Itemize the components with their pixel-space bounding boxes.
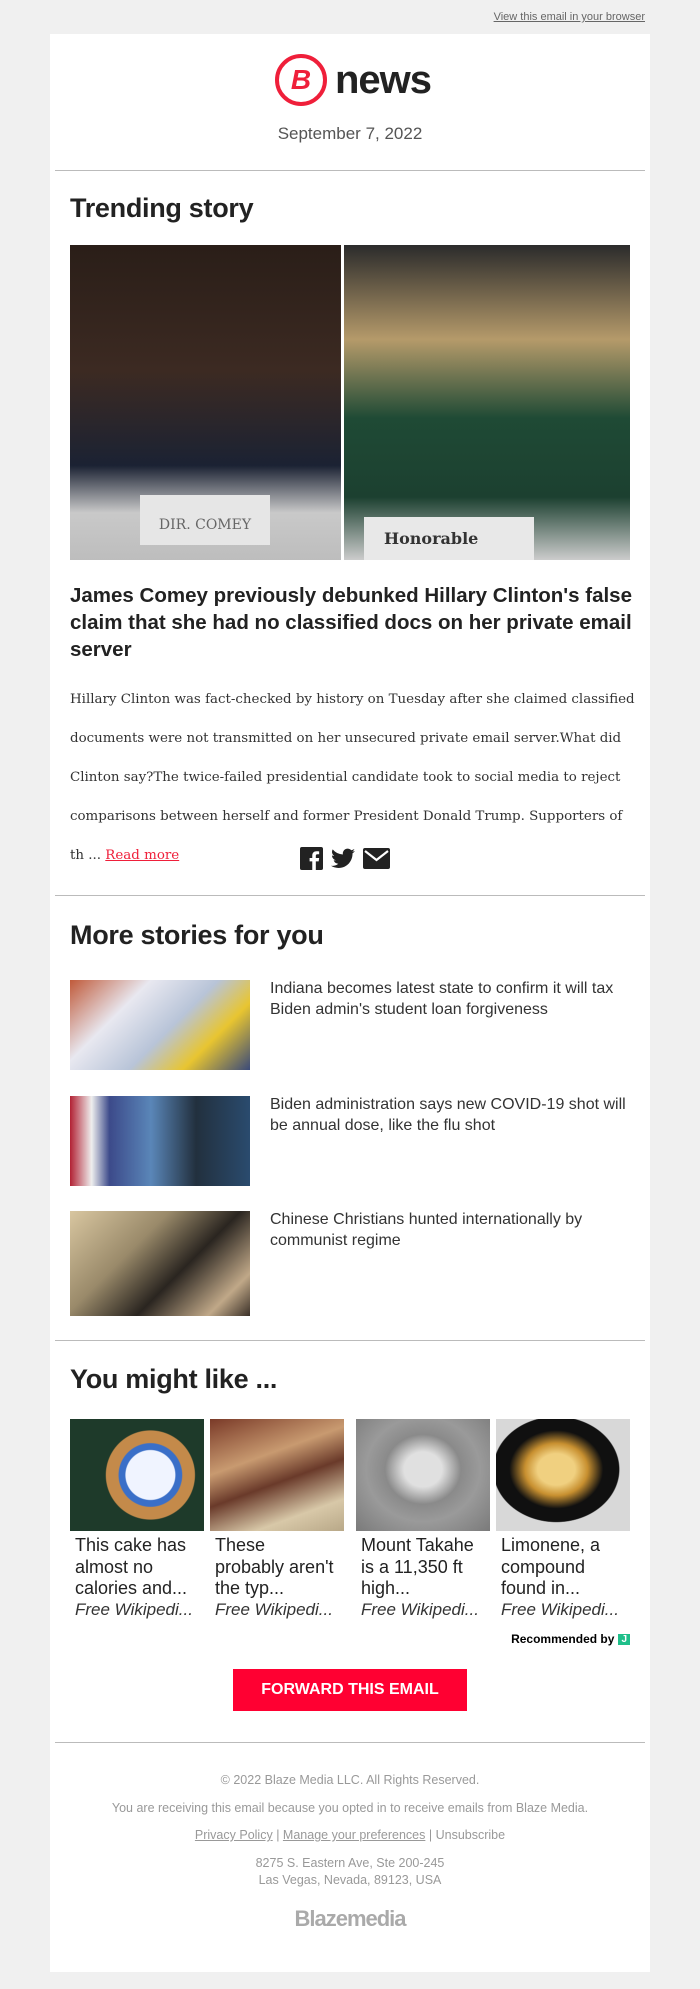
copyright: © 2022 Blaze Media LLC. All Rights Reserved. bbox=[220, 1773, 480, 1787]
read-more-link[interactable]: Read more bbox=[105, 848, 180, 863]
logo-word: news bbox=[335, 57, 432, 102]
blaze-media-logo[interactable]: Blazemedia bbox=[294, 1906, 406, 1931]
trending-photo-clinton[interactable] bbox=[344, 245, 630, 560]
issue-date: September 7, 2022 bbox=[277, 124, 423, 143]
twitter-icon[interactable] bbox=[331, 848, 355, 869]
separator: | bbox=[276, 1828, 280, 1842]
footer-links bbox=[0, 1828, 700, 1842]
recommendation-source: Free Wikipedi... bbox=[501, 1599, 619, 1619]
recommendation-card[interactable] bbox=[496, 1419, 630, 1620]
story-title[interactable]: Biden administration says new COVID-19 shot will be annual dose, like the flu shot bbox=[270, 1096, 626, 1134]
divider bbox=[55, 1742, 645, 1743]
recommendation-title: This cake has almost no calories and... bbox=[75, 1535, 188, 1598]
separator: | bbox=[428, 1828, 433, 1842]
unsubscribe-link[interactable]: Unsubscribe bbox=[435, 1828, 506, 1842]
recommendation-source: Free Wikipedi... bbox=[215, 1599, 333, 1619]
section-title-you-might-like: You might like ... bbox=[70, 1364, 278, 1394]
trending-summary bbox=[70, 680, 635, 875]
opt-in-notice: You are receiving this email because you opted in to receive emails from Blaze Media. bbox=[111, 1801, 589, 1815]
address-line-2: Las Vegas, Nevada, 89123, USA bbox=[258, 1873, 442, 1887]
recommendation-title: Mount Takahe is a 11,350 ft high... bbox=[361, 1535, 474, 1598]
placard: Honorable bbox=[364, 517, 534, 560]
recommendation-card[interactable] bbox=[356, 1419, 490, 1620]
forward-email-button[interactable]: FORWARD THIS EMAIL bbox=[233, 1669, 467, 1711]
story-thumbnail[interactable] bbox=[70, 1211, 250, 1316]
story-title[interactable]: Chinese Christians hunted internationally by communist regime bbox=[270, 1211, 583, 1249]
story-thumbnail[interactable] bbox=[70, 1096, 250, 1186]
privacy-policy-link[interactable]: Privacy Policy bbox=[194, 1828, 273, 1842]
recommendation-source: Free Wikipedi... bbox=[75, 1599, 193, 1619]
email-icon[interactable] bbox=[363, 848, 390, 869]
recommendation-card[interactable] bbox=[70, 1419, 204, 1620]
blaze-news-logo[interactable] bbox=[275, 54, 431, 106]
divider bbox=[55, 895, 645, 896]
section-title-more-stories: More stories for you bbox=[70, 920, 324, 950]
story-title[interactable]: Indiana becomes latest state to confirm it will tax Biden admin's student loan forgiveness bbox=[270, 980, 614, 1018]
recommendation-title: Limonene, a compound found in... bbox=[501, 1535, 601, 1598]
recommendation-image bbox=[210, 1419, 344, 1531]
divider bbox=[55, 170, 645, 171]
recommendation-image bbox=[70, 1419, 204, 1531]
address-line-1: 8275 S. Eastern Ave, Ste 200-245 bbox=[255, 1856, 445, 1870]
view-in-browser-link[interactable]: View this email in your browser bbox=[493, 11, 645, 23]
trending-headline[interactable]: James Comey previously debunked Hillary Clinton's false claim that she had no classified docs on her private email server bbox=[70, 584, 632, 661]
recommendation-image bbox=[496, 1419, 630, 1531]
facebook-icon[interactable] bbox=[300, 847, 323, 870]
recommendation-image bbox=[356, 1419, 490, 1531]
share-icons bbox=[300, 847, 390, 870]
summary-text: Hillary Clinton was fact-checked by history on Tuesday after she claimed classified documents were not transmitted on her unsecured private email server.What did Clinton say?The twice-failed presidential candidate took to social media to reject comparisons between herself and former President Donald Trump. Supporters of th ... bbox=[70, 692, 635, 863]
story-thumbnail[interactable] bbox=[70, 980, 250, 1070]
recommendation-title: These probably aren't the typ... bbox=[215, 1535, 334, 1598]
recommender-logo-icon: J bbox=[618, 1634, 630, 1645]
section-title-trending: Trending story bbox=[70, 193, 254, 223]
recommendation-source: Free Wikipedi... bbox=[361, 1599, 479, 1619]
recommendation-card[interactable] bbox=[210, 1419, 344, 1620]
divider bbox=[55, 1340, 645, 1341]
recommended-by[interactable] bbox=[511, 1632, 630, 1646]
manage-preferences-link[interactable]: Manage your preferences bbox=[282, 1828, 426, 1842]
recommended-by-label: Recommended by bbox=[511, 1632, 615, 1646]
blaze-logo-icon: B bbox=[275, 54, 327, 106]
trending-photo-comey[interactable] bbox=[70, 245, 341, 560]
placard: DIR. COMEY bbox=[140, 495, 270, 545]
